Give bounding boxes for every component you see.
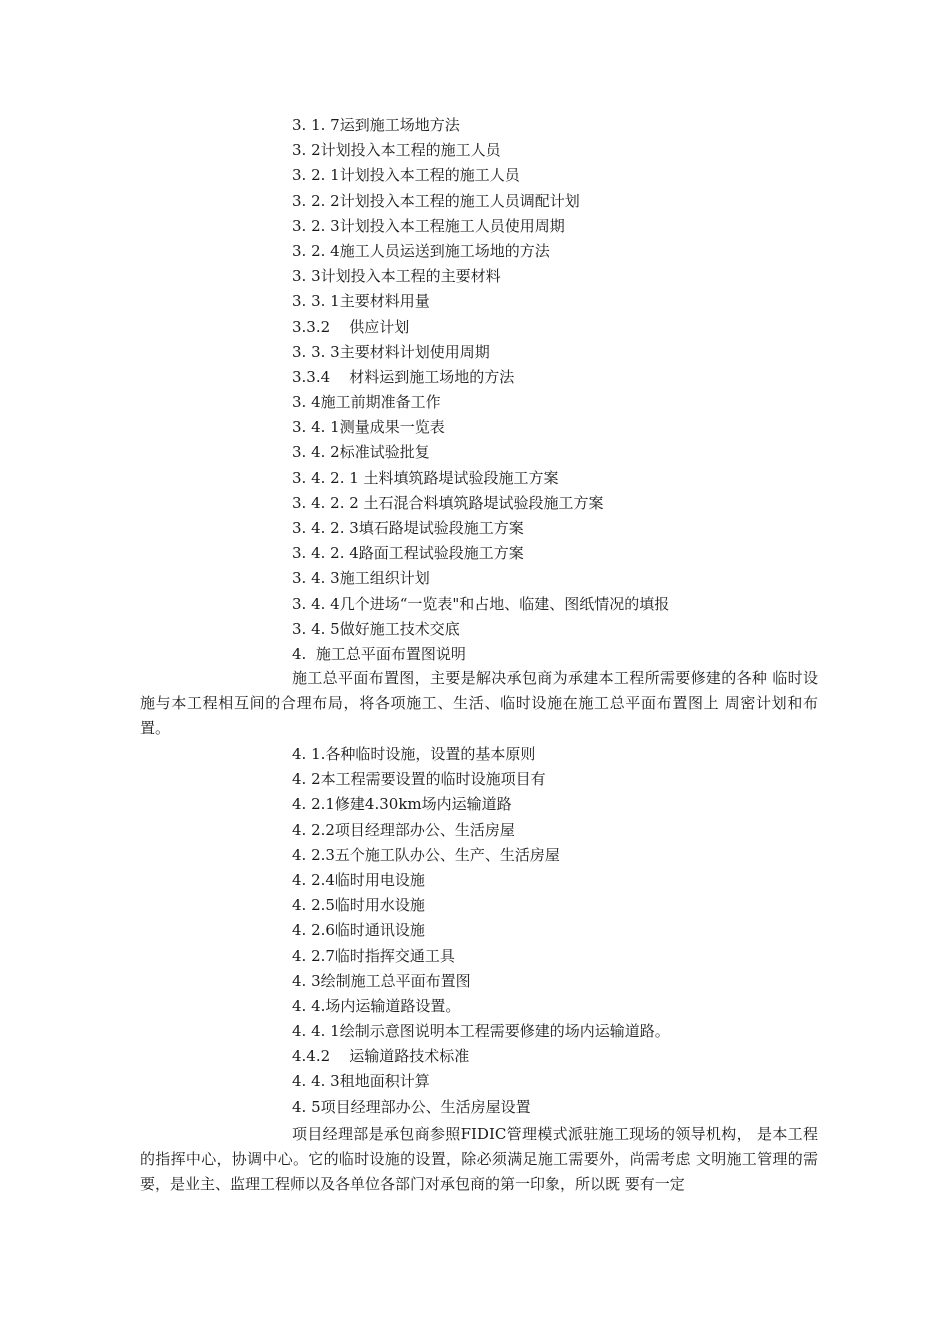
toc-line: 4. 2.6临时通讯设施 [292,921,425,940]
toc-line: 3. 3. 1主要材料用量 [292,292,430,311]
toc-line: 3. 4. 4几个进场“一览表"和占地、临建、图纸情况的填报 [292,594,670,613]
toc-line: 4.4.2 运输道路技术标准 [292,1047,470,1066]
toc-line: 3. 4施工前期准备工作 [292,393,441,412]
toc-line: 3. 4. 3施工组织计划 [292,569,430,588]
toc-line: 4. 1.各种临时设施，设置的基本原则 [292,745,536,763]
toc-line: 3. 3. 3主要材料计划使用周期 [292,342,490,361]
toc-line: 3. 4. 2. 2 土石混合料填筑路堤试验段施工方案 [292,493,604,512]
body-paragraph: 项目经理部是承包商参照FIDIC管理模式派驻施工现场的领导机构， 是本工程的指挥中心，协调中心。它的临时设施的设置，除必须满足施工需要外，尚需考虑 文明施工管理的需要，是业主、监理工程师以及各单位各部门对承包商的第一印象，所以既 要有一定 [140,1125,818,1194]
toc-section-3 [292,113,852,667]
toc-line: 3. 2. 2计划投入本工程的施工人员调配计划 [292,191,580,210]
toc-line: 3. 4. 1测量成果一览表 [292,418,445,437]
body-paragraph: 施工总平面布置图，主要是解决承包商为承建本工程所需要修建的各种 临时设施与本工程相互间的合理布局，将各项施工、生活、临时设施在施工总平面布置图上 周密计划和布置。 [140,669,818,738]
toc-line: 4. 2.2项目经理部办公、生活房屋 [292,820,515,839]
toc-line: 3. 2计划投入本工程的施工人员 [292,141,501,160]
toc-line: 3. 2. 1计划投入本工程的施工人员 [292,166,520,185]
toc-line: 3. 4. 2标准试验批复 [292,443,430,462]
toc-line: 4. 2.1修建4.30km场内运输道路 [292,795,512,814]
toc-line: 4. 4.场内运输道路设置。 [292,996,461,1015]
toc-line: 4. 4. 1绘制示意图说明本工程需要修建的场内运输道路。 [292,1022,670,1041]
toc-line: 4. 2.5临时用水设施 [292,896,425,915]
toc-section-4 [292,742,852,1120]
toc-line: 4. 2.3五个施工队办公、生产、生活房屋 [292,845,560,864]
toc-line: 4. 2本工程需要设置的临时设施项目有 [292,770,546,789]
toc-line: 3. 2. 3计划投入本工程施工人员使用周期 [292,216,565,235]
toc-line: 3. 1. 7运到施工场地方法 [292,116,460,134]
toc-line: 3. 4. 2. 4路面工程试验段施工方案 [292,544,524,563]
toc-line: 3. 2. 4施工人员运送到施工场地的方法 [292,241,550,260]
toc-line: 3.3.4 材料运到施工场地的方法 [292,367,515,386]
toc-line: 4. 3绘制施工总平面布置图 [292,971,471,990]
toc-line: 3.3.2 供应计划 [292,317,410,336]
toc-line: 3. 4. 2. 1 土料填筑路堤试验段施工方案 [292,468,559,487]
toc-line: 4. 4. 3租地面积计算 [292,1072,430,1091]
section-heading: 4. 施工总平面布置图说明 [292,644,466,663]
toc-line: 4. 2.4临时用电设施 [292,870,425,889]
toc-line: 3. 3计划投入本工程的主要材料 [292,267,501,286]
toc-line: 4. 2.7临时指挥交通工具 [292,946,455,965]
toc-line: 3. 4. 5做好施工技术交底 [292,619,460,638]
toc-line: 4. 5项目经理部办公、生活房屋设置 [292,1097,531,1116]
toc-line: 3. 4. 2. 3填石路堤试验段施工方案 [292,519,524,537]
